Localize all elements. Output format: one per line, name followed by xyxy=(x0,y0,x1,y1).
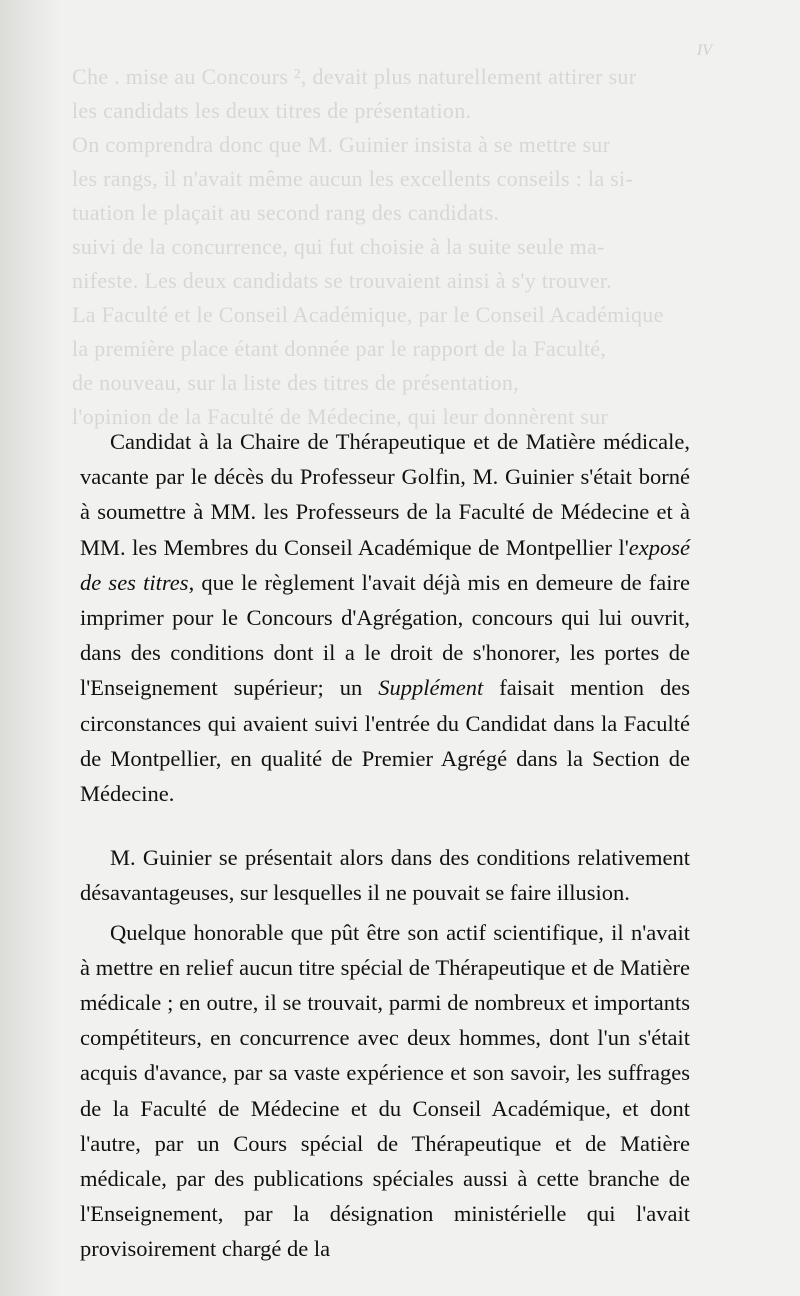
show-through-line: On comprendra donc que M. Guinier insista à se mettre sur xyxy=(72,132,611,157)
show-through-line: la première place étant donnée par le rapport de la Faculté, xyxy=(72,336,607,361)
text-segment: faisait mention des circonstances qui avaient suivi l'entrée du Candidat dans la Faculté de Montpellier, en qualité de Premier Agrégé dans la Section de Médecine. xyxy=(80,675,690,807)
paragraph-conditions: M. Guinier se présentait alors dans des conditions relativement désavantageuses, sur lesquelles il ne pouvait se faire illusion. xyxy=(80,845,690,906)
paragraph-competitors: Quelque honorable que pût être son actif scientifique, il n'avait à mettre en relief aucun titre spécial de Thérapeutique et de Matière médicale ; en outre, il se trouvait, parmi de nombreux et importants compétiteurs, en concurrence avec deux hommes, dont l'un s'était acquis d'avance, par sa vaste expérience et son savoir, les suffrages de la Faculté de Médecine et du Conseil Académique, et dont l'autre, par un Cours spécial de Thérapeutique et de Matière médicale, par des publications spéciales aussi à cette branche de l'Enseignement, par la désignation ministérielle qui l'avait provisoirement chargé de la xyxy=(80,919,690,1262)
paragraph-gap xyxy=(80,811,690,840)
scan-edge-shadow xyxy=(0,0,60,1296)
show-through-line: suivi de la concurrence, qui fut choisie à la suite seule ma- xyxy=(72,234,605,259)
show-through-line: l'opinion de la Faculté de Médecine, qui leur donnèrent sur xyxy=(72,404,609,429)
show-through-line: Che . mise au Concours ², devait plus naturellement attirer sur xyxy=(72,64,637,89)
page-body xyxy=(80,424,690,1267)
text-segment: , que le règlement l'avait déjà mis en demeure de faire imprimer pour le Concours d'Agrégation, concours qui lui ouvrit, dans des conditions dont il a le droit de s'honorer, les portes de l'Enseignement supérieur; un xyxy=(80,569,690,701)
text-segment: Candidat à la Chaire de Thérapeutique et de Matière médicale, vacante par le décès du Professeur Golfin, M. Guinier s'était borné à soumettre à MM. les Professeurs de la Faculté de Médecine et à MM. les Membres du Conseil Académique de Montpellier l' xyxy=(80,429,690,560)
show-through-line: nifeste. Les deux candidats se trouvaient ainsi à s'y trouver. xyxy=(72,268,613,293)
show-through-line: La Faculté et le Conseil Académique, par le Conseil Académique xyxy=(72,302,664,327)
show-through-text xyxy=(72,60,712,434)
italic-title-expose: exposé de ses titres xyxy=(80,534,690,595)
show-through-line: les candidats les deux titres de présentation. xyxy=(72,98,472,123)
page-number: IV xyxy=(696,42,712,59)
paragraph-candidacy xyxy=(80,424,690,811)
show-through-line: les rangs, il n'avait même aucun les excellents conseils : la si- xyxy=(72,166,634,191)
italic-title-supplement: Supplément xyxy=(378,675,484,701)
show-through-line: de nouveau, sur la liste des titres de présentation, xyxy=(72,370,519,395)
show-through-line: tuation le plaçait au second rang des candidats. xyxy=(72,200,500,225)
